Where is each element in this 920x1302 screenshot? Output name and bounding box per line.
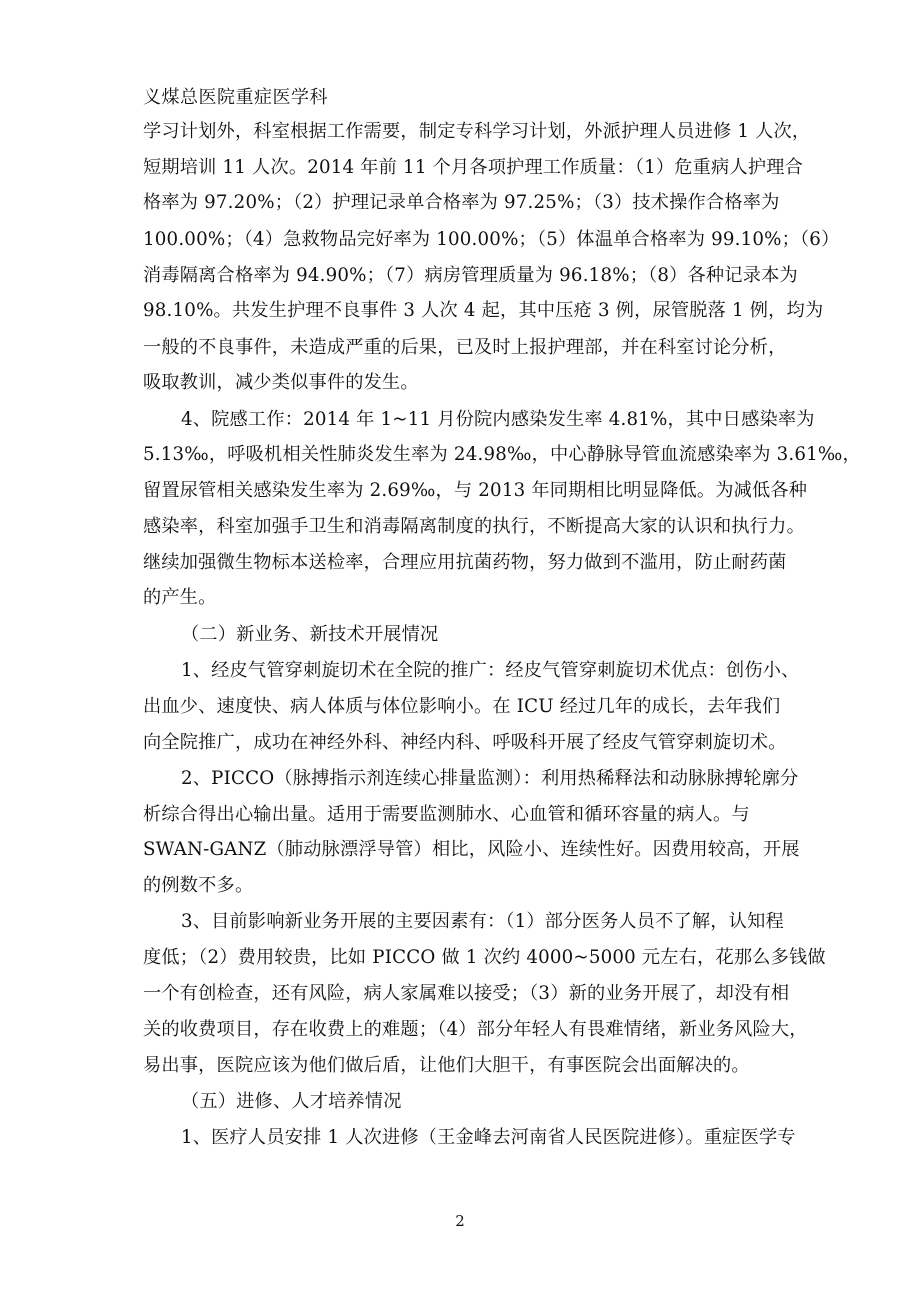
section-paragraph-start: 1、经皮气管穿刺旋切术在全院的推广：经皮气管穿刺旋切术优点：创伤小、	[181, 660, 800, 681]
body-line: 向全院推广，成功在神经外科、神经内科、呼吸科开展了经皮气管穿刺旋切术。	[143, 732, 787, 753]
body-line: 5.13‰，呼吸机相关性肺炎发生率为 24.98‰，中心静脉导管血流感染率为 3.61‰，	[143, 444, 861, 465]
body-line: 学习计划外，科室根据工作需要，制定专科学习计划，外派护理人员进修 1 人次，	[143, 121, 811, 142]
body-line: 留置尿管相关感染发生率为 2.69‰，与 2013 年同期相比明显降低。为减低各种	[143, 480, 808, 501]
section-paragraph-start: 3、目前影响新业务开展的主要因素有：（1）部分医务人员不了解，认知程	[181, 911, 784, 932]
body-line: 析综合得出心输出量。适用于需要监测肺水、心血管和循环容量的病人。与	[143, 804, 750, 825]
body-line: 易出事，医院应该为他们做后盾，让他们大胆干，有事医院会出面解决的。	[143, 1055, 750, 1076]
body-line: 的产生。	[143, 587, 217, 608]
body-line: 的例数不多。	[143, 875, 254, 896]
body-line: 继续加强微生物标本送检率，合理应用抗菌药物，努力做到不滥用，防止耐药菌	[143, 552, 787, 573]
section-heading: （五）进修、人才培养情况	[181, 1091, 402, 1112]
body-line: 度低；（2）费用较贵，比如 PICCO 做 1 次约 4000~5000 元左右，花那么多钱做	[143, 947, 826, 968]
body-line: 98.10%。共发生护理不良事件 3 人次 4 起，其中压疮 3 例，尿管脱落 1 例，均为	[143, 300, 824, 321]
body-line: 出血少、速度快、病人体质与体位影响小。在 ICU 经过几年的成长，去年我们	[143, 696, 781, 717]
body-line: 吸取教训，减少类似事件的发生。	[143, 372, 419, 393]
body-line: 一般的不良事件，未造成严重的后果，已及时上报护理部，并在科室讨论分析，	[143, 337, 787, 358]
section-paragraph-start: 2、PICCO（脉搏指示剂连续心排量监测）：利用热稀释法和动脉脉搏轮廓分	[181, 768, 799, 789]
page-number: 2	[455, 1212, 465, 1230]
body-line: 短期培训 11 人次。2014 年前 11 个月各项护理工作质量：（1）危重病人护理合	[143, 157, 803, 178]
section-heading: （二）新业务、新技术开展情况	[181, 624, 439, 645]
body-line: 格率为 97.20%；（2）护理记录单合格率为 97.25%；（3）技术操作合格率为	[143, 192, 780, 213]
section-paragraph-start: 4、院感工作：2014 年 1~11 月份院内感染发生率 4.81%，其中日感染率为	[181, 409, 815, 430]
body-line: 一个有创检查，还有风险，病人家属难以接受；（3）新的业务开展了，却没有相	[143, 983, 790, 1004]
body-line: 100.00%；（4）急救物品完好率为 100.00%；（5）体温单合格率为 99.10%；（6）	[143, 229, 840, 250]
section-paragraph-start: 1、医疗人员安排 1 人次进修（王金峰去河南省人民医院进修）。重症医学专	[181, 1127, 796, 1148]
body-line: 感染率，科室加强手卫生和消毒隔离制度的执行，不断提高大家的认识和执行力。	[143, 516, 805, 537]
page-header: 义煤总医院重症医学科	[143, 87, 328, 108]
body-line: 消毒隔离合格率为 94.90%；（7）病房管理质量为 96.18%；（8）各种记录本为	[143, 265, 798, 286]
body-line: 关的收费项目，存在收费上的难题；（4）部分年轻人有畏难情绪，新业务风险大，	[143, 1019, 808, 1040]
body-line: SWAN-GANZ（肺动脉漂浮导管）相比，风险小、连续性好。因费用较高，开展	[143, 839, 800, 860]
